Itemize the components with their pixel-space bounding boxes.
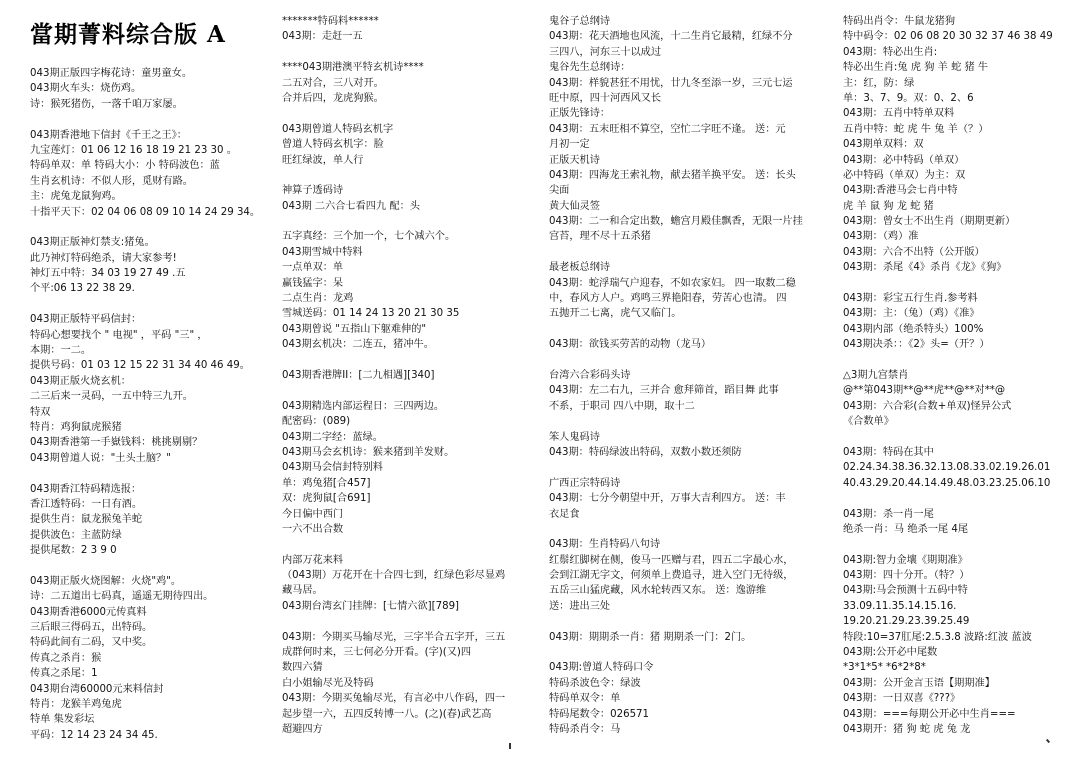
text-line: 特码杀肖令：马 [549, 723, 621, 735]
text-line: 043期：曾女士不出生肖（期期更新） [843, 216, 1016, 228]
text-line: 曾道人特码玄机字：脸 [282, 139, 384, 151]
text-line: 五字真经：三个加一个，七个减六个。 [282, 231, 456, 243]
text-line: 特码尾数令：026571 [549, 708, 650, 720]
text-line: 043期：蛇浮瑞气户迎春，不如农家妇。 四一取数二稳 [549, 277, 796, 289]
text-line: 香江透特码：一日有酒。 [30, 498, 143, 510]
text-line: 043期香江特码精选报： [30, 483, 142, 495]
text-line: 043期：杀一肖一尾 [843, 508, 934, 520]
text-line: 043期：六合彩(合数+单双)怪异公式 [843, 400, 1012, 412]
text-line: 043期马会信封特别料 [282, 462, 383, 474]
text-line: 特肖：鸡狗鼠虎猴猪 [30, 421, 122, 433]
text-line: 最老板总纲诗 [549, 262, 611, 274]
spacer [549, 245, 807, 260]
spacer [549, 353, 807, 368]
spacer [843, 353, 1075, 368]
text-line: 会到江湖无字文，何须单上费追寻，进入空门无待级， [549, 570, 794, 582]
text-line: 40.43.29.20.44.14.49.48.03.23.25.06.10 [843, 477, 1051, 489]
text-line: 九宝莲灯：01 06 12 16 18 19 21 23 30 。 [30, 144, 237, 156]
text-line: 043期:马会预测十五码中特 [843, 585, 968, 597]
text-line: 神算子透码诗 [282, 185, 344, 197]
text-line: 043期内部（绝杀特头）100% [843, 323, 984, 335]
text-line: 043期曾道人说："土头土脑？" [30, 452, 171, 464]
text-line: @**第043期**@**虎**@**对**@ [843, 385, 1006, 397]
text-line: 配密码：(089) [282, 416, 351, 428]
text-line: 三四八，河东三十以成过 [549, 46, 662, 58]
text-line: ****043期港澳平特玄机诗**** [282, 62, 424, 74]
text-line: 043期：四海龙王索礼物，献去猪羊换平安。 送：长头 [549, 169, 796, 181]
page-title: 當期菁料综合版 A [30, 21, 226, 48]
text-line: 043期：六合不出特（公开版） [843, 246, 985, 258]
text-line: 043期：公开金言玉语【期期准】 [843, 677, 995, 689]
text-line: 043期正版特平码信封： [30, 314, 142, 326]
text-line: 043期：今期买兔输尽光，有言必中八作码，四一 [282, 693, 506, 705]
text-line: 诗：猴死猪伤，一落千咱万家屡。 [30, 98, 183, 110]
text-line: 特双 [30, 406, 51, 418]
text-line: 043期：特码绿波出特码，双数小数还须防 [549, 446, 742, 458]
text-line: △3期九宫禁肖 [843, 369, 909, 381]
text-line: 广西正宗特码诗 [549, 477, 621, 489]
text-line: 043期：二一和合定出数，蟾宫月殿佳飘香，无限一片挂 [549, 216, 803, 228]
text-line: 19.20.21.29.23.39.25.49 [843, 616, 970, 628]
text-line: 提供尾数：2 3 9 0 [30, 545, 117, 557]
text-line: 043期：主：（兔）（鸡）《准》 [843, 308, 980, 320]
text-line: 二点生肖：龙鸡 [282, 293, 354, 305]
text-line: 黄大仙灵签 [549, 200, 600, 212]
text-line: 起步望一六，五四反转博一八。(之)(春)武艺高 [282, 708, 492, 720]
column-3 [549, 14, 807, 737]
spacer [282, 106, 530, 121]
text-line: 传真之杀尾：1 [30, 668, 98, 680]
spacer [549, 414, 807, 429]
spacer [282, 353, 530, 368]
text-line: 本期：一二。 [30, 345, 92, 357]
text-line: 043期 二六合七看四九 配：头 [282, 200, 420, 212]
text-line: 043期单双料：双 [843, 139, 924, 151]
text-line: 33.09.11.35.14.15.16. [843, 600, 957, 612]
text-line: 043期香港地下信封《千王之王》： [30, 129, 187, 141]
text-line: 043期:公开必中尾数 [843, 647, 938, 659]
text-line: 02.24.34.38.36.32.13.08.33.02.19.26.01 [843, 462, 1051, 474]
text-line: 043期雪城中特料 [282, 246, 363, 258]
text-line: 043期：===每期公开必中生肖=== [843, 708, 1016, 720]
text-line: 043期：特码在其中 [843, 446, 934, 458]
text-line: 特码单双：单 特码大小：小 特码波色：蓝 [30, 160, 220, 172]
text-line: 藏马居。 [282, 585, 323, 597]
column-2 [282, 14, 530, 737]
text-line: 特肖：龙猴羊鸡兔虎 [30, 699, 122, 711]
text-line: 043期正版四字梅花诗：童男童女。 [30, 68, 193, 79]
text-line: 超避四方 [282, 723, 323, 735]
text-line: 生肖玄机诗：不似人形，觅财有路。 [30, 175, 193, 187]
spacer [843, 491, 1075, 506]
text-line: 043期：欲钱买劳苦的动物（龙马） [549, 339, 712, 351]
spacer [549, 460, 807, 475]
text-line: 043期：（鸡）准 [843, 231, 919, 243]
text-line: 诗：二五道出七码真，遥遥无期待四出。 [30, 591, 214, 603]
text-line: 《合数单》 [843, 416, 894, 428]
text-line: 二三后来一灵码，一五中特三九开。 [30, 391, 193, 403]
text-line: 043期:曾道人特码口令 [549, 662, 654, 674]
text-line: 传真之杀肖：猴 [30, 652, 102, 664]
text-line: 衣足食 [549, 508, 580, 520]
text-line: 特码此间有二码，又中奖。 [30, 637, 153, 649]
text-line: 三后眼三得码五，出特码。 [30, 622, 153, 634]
text-line: 个平:06 13 22 38 29. [30, 283, 135, 295]
text-line: 五肖中特：蛇 虎 牛 兔 羊（？） [843, 123, 989, 135]
text-line: 雪城送码：01 14 24 13 20 21 30 35 [282, 308, 460, 320]
text-line: 台湾六合彩码头诗 [549, 369, 631, 381]
text-line: 旺中原，四十河西风又长 [549, 92, 662, 104]
spacer [282, 537, 530, 552]
text-line: *3*1*5* *6*2*8* [843, 662, 926, 674]
text-line: 043期玄机决：二连五，猪冲牛。 [282, 339, 434, 351]
text-line: 五岳三山猛虎藏，风水轮转西又东。 送：逸游维 [549, 585, 767, 597]
spacer [282, 383, 530, 398]
text-line: 043期马会玄机诗：猴来猪到羊发财。 [282, 446, 455, 458]
text-line: 043期香港牌II：[二九相遇][340] [282, 369, 435, 381]
text-line: 特码心想要找个 " 电视" ，平码 "三" ， [30, 329, 208, 341]
text-line: 043期：七分今朝望中开，万事大吉利四方。 送：丰 [549, 493, 786, 505]
text-line: 043期：左二右九，三并合 愈拜筛首，蹈目舞 此事 [549, 385, 779, 397]
spacer [549, 645, 807, 660]
text-line: 043期：走赶一五 [282, 31, 363, 43]
text-line: 提供号码：01 03 12 15 22 31 34 40 46 49。 [30, 360, 250, 372]
text-line: 鬼谷先生总纲诗： [549, 62, 631, 74]
text-line: 043期精选内部运程日：三四两边。 [282, 400, 445, 412]
text-line: 043期：五末旺相不算空，空忙二字旺不逢。 送：元 [549, 123, 786, 135]
text-line: 043期：特必出生肖: [843, 46, 938, 58]
text-line: 宫苔，理不尽十五杀猪 [549, 231, 651, 243]
text-line: 043期正版火烧玄机： [30, 375, 131, 387]
text-line: 特必出生肖:兔 虎 狗 羊 蛇 猪 牛 [843, 62, 989, 74]
text-line: 特码单双令：单 [549, 693, 621, 705]
text-line: 043期二字经：蓝绿。 [282, 431, 383, 443]
text-line: 043期台湾玄门挂牌：[七情六欲][789] [282, 600, 460, 612]
spacer [282, 45, 530, 60]
spacer [30, 112, 266, 127]
text-line: 043期：花天酒地也风流，十二生肖它最精，红绿不分 [549, 31, 793, 43]
spacer [30, 559, 266, 574]
text-line: 月初一定 [549, 139, 590, 151]
spacer [30, 297, 266, 312]
text-line: 043期：今期买马输尽光，三字半合五字开，三五 [282, 631, 506, 643]
text-line: 提供波色：主蓝防绿 [30, 529, 122, 541]
text-line: *******特码料****** [282, 16, 379, 27]
text-line: 043期曾说 "五指山下躯难伸的" [282, 323, 427, 335]
text-line: 二五对合，三八对开。 [282, 77, 384, 89]
text-line: 数四六猜 [282, 662, 323, 674]
spacer [843, 276, 1075, 291]
text-line: 043期：必中特码（单双） [843, 154, 965, 166]
text-line: 043期曾道人特码玄机字 [282, 123, 394, 135]
text-line: 白小姐输尽光及特码 [282, 677, 374, 689]
spacer [843, 537, 1075, 552]
scan-speck [509, 743, 511, 749]
text-line: 双：虎狗鼠[合691] [282, 493, 371, 505]
text-line: 绝杀一肖：马 绝杀一尾 4尾 [843, 523, 969, 535]
text-line: 一六不出合数 [282, 523, 344, 535]
text-line: 043期香港第一手嶽钱料：桃挑剔剔？ [30, 437, 203, 449]
text-line: 内部万花来料 [282, 554, 344, 566]
text-line: 043期：杀尾《4》杀肖《龙》《狗》 [843, 262, 1007, 274]
spacer [549, 322, 807, 337]
text-line: 043期决杀：：《2》头=（开？） [843, 339, 990, 351]
spacer [282, 614, 530, 629]
text-line: 正版先锋诗： [549, 108, 611, 120]
text-line: 一点单双：单 [282, 262, 344, 274]
text-line: 043期:智力金壤《期期准》 [843, 554, 968, 566]
text-line: 提供生肖：鼠龙猴兔羊蛇 [30, 514, 143, 526]
text-line: 043期：样貌甚狂不用忧，廿九冬至添一岁，三元七运 [549, 77, 793, 89]
text-line: 主：红，防：绿 [843, 77, 915, 89]
spacer [282, 214, 530, 229]
text-line: 五抛开二七离，虎气又临门。 [549, 308, 682, 320]
text-line: 043期开：猪 狗 蛇 虎 兔 龙 [843, 723, 971, 735]
text-line: 尖面 [549, 185, 570, 197]
text-line: 十指平天下：02 04 06 08 09 10 14 24 29 34。 [30, 206, 261, 218]
text-line: 特段:10=37肛尾:2.5.3.8 波路:红波 蓝波 [843, 631, 1032, 643]
text-line: 赢钱猛字：呆 [282, 277, 344, 289]
text-line: 043期：一日双喜《???》 [843, 693, 961, 705]
text-line: 043期正版火烧图解：火烧"鸡"。 [30, 575, 182, 587]
text-line: 正版天机诗 [549, 154, 600, 166]
text-line: 043期：生肖特码八句诗 [549, 539, 661, 551]
text-line: 合并后四，龙虎狗猴。 [282, 92, 384, 104]
text-line: 虎 羊 鼠 狗 龙 蛇 猪 [843, 200, 934, 212]
text-line: 043期正版神灯禁支:猪兔。 [30, 237, 155, 249]
spacer [282, 168, 530, 183]
column-1 [30, 66, 266, 743]
spacer [843, 430, 1075, 445]
text-line: （043期）万花开在十合四七到，红绿色彩尽显鸡 [282, 570, 506, 582]
text-line: 旺红绿波，单人行 [282, 154, 364, 166]
text-line: 单：鸡兔猪[合457] [282, 477, 371, 489]
text-line: 必中特码（单双）为主：双 [843, 169, 966, 181]
text-line: 043期：四十分开。（特？） [843, 570, 970, 582]
text-line: 043期:香港马会七肖中特 [843, 185, 958, 197]
spacer [549, 522, 807, 537]
scan-speck [1046, 739, 1050, 743]
text-line: 单：3、7、9。双：0、2、6 [843, 92, 974, 104]
text-line: 043期：五肖中特单双料 [843, 108, 955, 120]
text-line: 特中码令：02 06 08 20 30 32 37 46 38 49 [843, 31, 1053, 43]
text-line: 笨人鬼码诗 [549, 431, 600, 443]
text-line: 平码：12 14 23 24 34 45. [30, 729, 158, 741]
text-line: 送：进出三处 [549, 600, 611, 612]
text-line: 主：虎兔龙鼠狗鸡。 [30, 191, 122, 203]
text-line: 中，春风方人户。鸡鸣三界艳阳春，劳苦心也清。 四 [549, 293, 787, 305]
text-line: 今日偏中西门 [282, 508, 344, 520]
spacer [549, 614, 807, 629]
text-line: 043期：期期杀一肖：猪 期期杀一门：2门。 [549, 631, 752, 643]
text-line: 043期火车头：烧伤鸡。 [30, 83, 142, 95]
spacer [30, 466, 266, 481]
text-line: 神灯五中特：34 03 19 27 49 .五 [30, 268, 186, 280]
text-line: 特码出肖令：牛鼠龙猪狗 [843, 16, 956, 27]
text-line: 043期台湾60000元来料信封 [30, 683, 164, 695]
text-line: 成群何时来，三七何必分开看。(字)(又)四 [282, 647, 472, 659]
text-line: 鬼谷子总纲诗 [549, 16, 611, 27]
text-line: 043期香港6000元传真料 [30, 606, 147, 618]
spacer [30, 220, 266, 235]
text-line: 红鬃红脚树在侧，俊马一匹赠与君，四五二字最心水， [549, 554, 794, 566]
text-line: 特单 集发彩坛 [30, 714, 95, 726]
text-line: 此乃神灯特码绝杀，请大家参考! [30, 252, 177, 264]
text-line: 不系，于职司 四八中期，取十二 [549, 400, 695, 412]
text-line: 特码杀波色令：绿波 [549, 677, 641, 689]
text-line: 043期：彩宝五行生肖.参考料 [843, 293, 978, 305]
column-4 [843, 14, 1075, 737]
